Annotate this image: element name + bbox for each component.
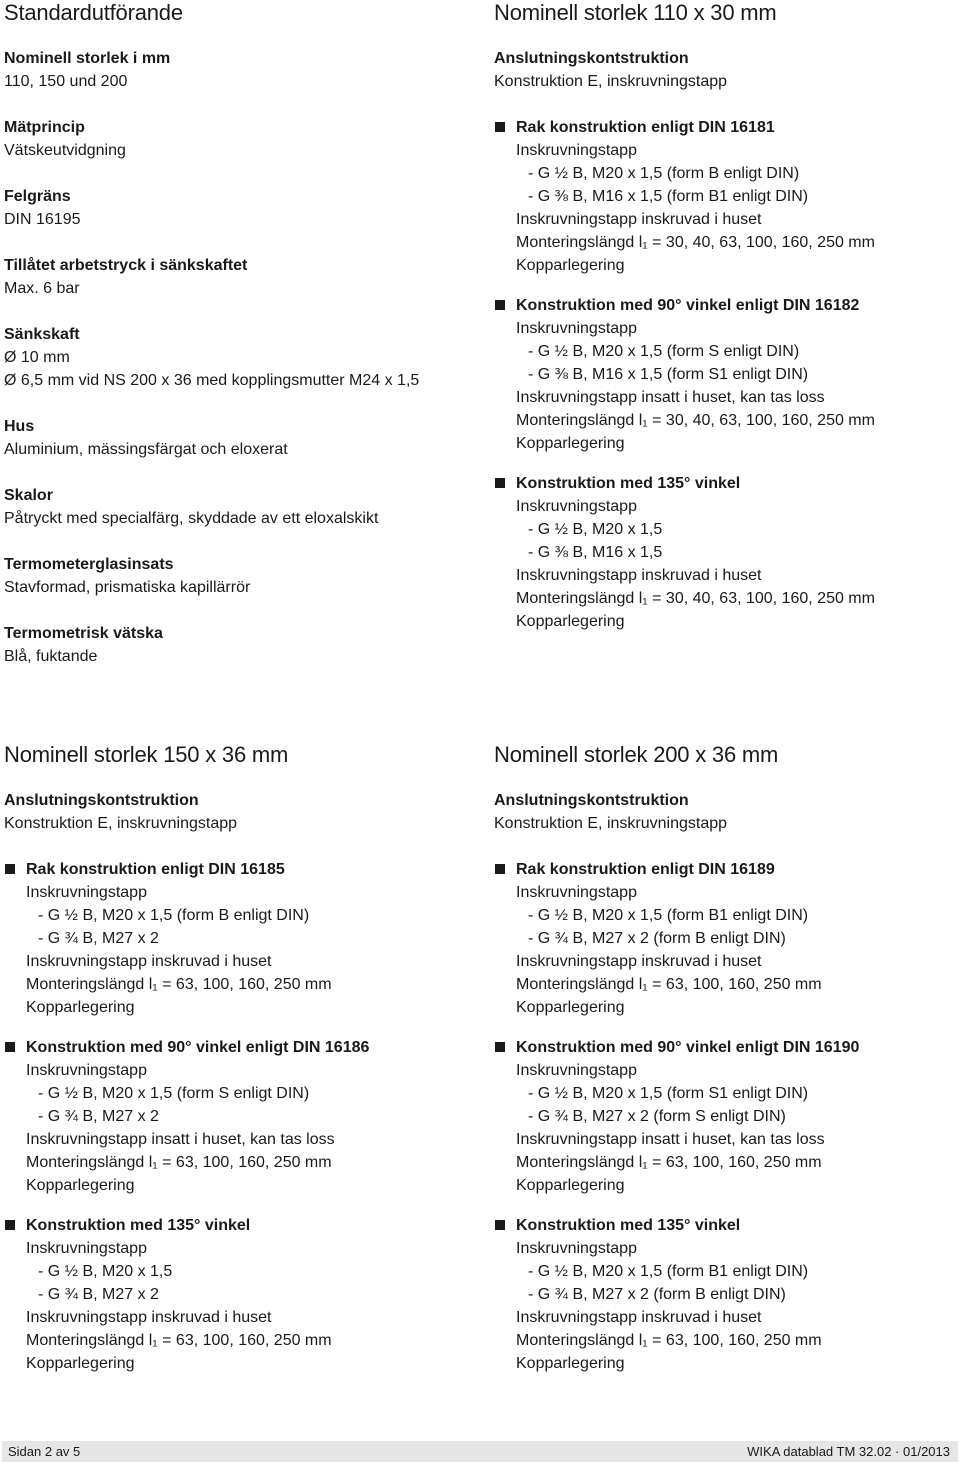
connection-item-line: - G ⅜ B, M16 x 1,5 (528, 544, 663, 561)
connection-item (4, 858, 464, 1019)
connection-item-line: - G ½ B, M20 x 1,5 (form B enligt DIN) (38, 907, 310, 924)
connection-item-line: Monteringslängd l₁ = 63, 100, 160, 250 mm (26, 1154, 332, 1171)
spec-block (4, 415, 464, 461)
connection-item-line: Inskruvningstapp (516, 884, 637, 901)
spec-block (4, 622, 464, 668)
ns110-conn-value: Konstruktion E, inskruvningstapp (494, 73, 728, 90)
bullet-square-icon (495, 1220, 505, 1230)
connection-item (4, 1036, 464, 1197)
connection-item-line: Monteringslängd l₁ = 63, 100, 160, 250 mm (516, 1332, 822, 1349)
connection-item-line: Inskruvningstapp inskruvad i huset (26, 953, 272, 970)
bullet-square-icon (495, 478, 505, 488)
connection-item-heading: Konstruktion med 90° vinkel enligt DIN 16186 (26, 1039, 370, 1056)
connection-item-line: Inskruvningstapp (26, 1062, 147, 1079)
ns200-column (494, 742, 954, 1375)
connection-item-line: - G ½ B, M20 x 1,5 (form B1 enligt DIN) (528, 1263, 809, 1280)
connection-item-line: Monteringslängd l₁ = 63, 100, 160, 250 mm (516, 976, 822, 993)
connection-item (4, 1214, 464, 1375)
spec-label: Termometrisk vätska (4, 625, 163, 642)
bullet-square-icon (495, 864, 505, 874)
connection-item (494, 116, 954, 277)
connection-item-line: - G ½ B, M20 x 1,5 (form S1 enligt DIN) (528, 1085, 809, 1102)
document-reference: WIKA datablad TM 32.02 · 01/2013 (747, 1444, 950, 1459)
spec-label: Skalor (4, 487, 53, 504)
bullet-square-icon (495, 1042, 505, 1052)
connection-item-line: - G ¾ B, M27 x 2 (form B enligt DIN) (528, 930, 786, 947)
spec-value: Max. 6 bar (4, 280, 80, 297)
connection-item-line: Inskruvningstapp (26, 884, 147, 901)
spec-block (4, 254, 464, 300)
connection-item-line: - G ¾ B, M27 x 2 (form B enligt DIN) (528, 1286, 786, 1303)
connection-item-line: Kopparlegering (516, 613, 625, 630)
connection-item (494, 472, 954, 633)
ns200-item-list (494, 858, 954, 1375)
spec-label: Tillåtet arbetstryck i sänkskaftet (4, 257, 248, 274)
connection-item-heading: Rak konstruktion enligt DIN 16185 (26, 861, 285, 878)
spec-label: Nominell storlek i mm (4, 50, 171, 67)
connection-item-line: Inskruvningstapp inskruvad i huset (516, 567, 762, 584)
bullet-square-icon (5, 864, 15, 874)
connection-item-line: Kopparlegering (26, 1177, 135, 1194)
spec-block (4, 323, 464, 392)
spec-value: Ø 6,5 mm vid NS 200 x 36 med kopplingsmutter M24 x 1,5 (4, 372, 420, 389)
connection-item-heading: Konstruktion med 135° vinkel (516, 475, 741, 492)
spec-value: Blå, fuktande (4, 648, 98, 665)
spec-label: Termometerglasinsats (4, 556, 174, 573)
ns150-column (4, 742, 464, 1375)
connection-item-line: - G ⅜ B, M16 x 1,5 (form S1 enligt DIN) (528, 366, 809, 383)
spec-value: Vätskeutvidgning (4, 142, 126, 159)
connection-item-line: - G ½ B, M20 x 1,5 (form S enligt DIN) (38, 1085, 310, 1102)
connection-item-line: - G ⅜ B, M16 x 1,5 (form B1 enligt DIN) (528, 188, 809, 205)
connection-item-line: Kopparlegering (26, 1355, 135, 1372)
connection-item-line: Inskruvningstapp insatt i huset, kan tas loss (26, 1131, 335, 1148)
spec-label: Mätprincip (4, 119, 85, 136)
connection-item-line: - G ¾ B, M27 x 2 (form S enligt DIN) (528, 1108, 786, 1125)
spec-value: Ø 10 mm (4, 349, 70, 366)
bullet-square-icon (495, 122, 505, 132)
connection-item-line: Kopparlegering (516, 1355, 625, 1372)
ns200-conn-label: Anslutningskontstruktion (494, 792, 689, 809)
connection-item-heading: Konstruktion med 135° vinkel (516, 1217, 741, 1234)
connection-item-line: Kopparlegering (516, 257, 625, 274)
connection-item (494, 294, 954, 455)
connection-item-line: Kopparlegering (516, 1177, 625, 1194)
connection-item (494, 1036, 954, 1197)
spec-label: Felgräns (4, 188, 71, 205)
standard-version-title: Standardutförande (4, 0, 183, 25)
connection-item-line: Monteringslängd l₁ = 63, 100, 160, 250 mm (26, 1332, 332, 1349)
connection-item-line: Kopparlegering (26, 999, 135, 1016)
spec-block (4, 185, 464, 231)
connection-item-line: Kopparlegering (516, 999, 625, 1016)
connection-item-line: Inskruvningstapp inskruvad i huset (516, 1309, 762, 1326)
ns150-conn-label: Anslutningskontstruktion (4, 792, 199, 809)
spec-block (4, 116, 464, 162)
connection-item-line: Inskruvningstapp inskruvad i huset (26, 1309, 272, 1326)
connection-item-line: Inskruvningstapp (516, 1062, 637, 1079)
connection-item-heading: Konstruktion med 135° vinkel (26, 1217, 251, 1234)
connection-item-line: - G ¾ B, M27 x 2 (38, 930, 159, 947)
connection-item-line: Inskruvningstapp (516, 1240, 637, 1257)
connection-item-line: Monteringslängd l₁ = 30, 40, 63, 100, 160, 250 mm (516, 234, 875, 251)
spec-list (4, 47, 464, 668)
connection-item-line: Monteringslängd l₁ = 63, 100, 160, 250 mm (516, 1154, 822, 1171)
connection-item-line: Monteringslängd l₁ = 30, 40, 63, 100, 160, 250 mm (516, 412, 875, 429)
connection-item-line: Inskruvningstapp inskruvad i huset (516, 211, 762, 228)
connection-item-line: Inskruvningstapp (516, 498, 637, 515)
connection-item-line: - G ½ B, M20 x 1,5 (form S enligt DIN) (528, 343, 800, 360)
connection-item-line: Inskruvningstapp (516, 142, 637, 159)
ns200-conn-value: Konstruktion E, inskruvningstapp (494, 815, 728, 832)
connection-item-line: Monteringslängd l₁ = 63, 100, 160, 250 mm (26, 976, 332, 993)
connection-item-heading: Rak konstruktion enligt DIN 16181 (516, 119, 775, 136)
spec-value: Stavformad, prismatiska kapillärrör (4, 579, 251, 596)
connection-item-line: - G ½ B, M20 x 1,5 (form B enligt DIN) (528, 165, 800, 182)
connection-item-line: Kopparlegering (516, 435, 625, 452)
bullet-square-icon (5, 1220, 15, 1230)
spec-block (4, 47, 464, 93)
spec-value: Påtryckt med specialfärg, skyddade av ett eloxalskikt (4, 510, 379, 527)
ns150-conn-value: Konstruktion E, inskruvningstapp (4, 815, 238, 832)
spec-label: Sänkskaft (4, 326, 80, 343)
spec-value: Aluminium, mässingsfärgat och eloxerat (4, 441, 288, 458)
page-footer (2, 1441, 958, 1462)
ns110-title: Nominell storlek 110 x 30 mm (494, 0, 777, 25)
ns150-item-list (4, 858, 464, 1375)
connection-item-line: Inskruvningstapp inskruvad i huset (516, 953, 762, 970)
connection-item (494, 858, 954, 1019)
connection-item-line: Inskruvningstapp insatt i huset, kan tas loss (516, 1131, 825, 1148)
connection-item-line: - G ½ B, M20 x 1,5 (38, 1263, 173, 1280)
connection-item-line: Inskruvningstapp (26, 1240, 147, 1257)
connection-item-heading: Konstruktion med 90° vinkel enligt DIN 16190 (516, 1039, 860, 1056)
connection-item-line: - G ½ B, M20 x 1,5 (form B1 enligt DIN) (528, 907, 809, 924)
bullet-square-icon (5, 1042, 15, 1052)
connection-item-line: - G ½ B, M20 x 1,5 (528, 521, 663, 538)
ns110-column (494, 0, 954, 633)
connection-item-line: Inskruvningstapp insatt i huset, kan tas loss (516, 389, 825, 406)
connection-item-line: Inskruvningstapp (516, 320, 637, 337)
connection-item (494, 1214, 954, 1375)
spec-block (4, 484, 464, 530)
spec-value: DIN 16195 (4, 211, 81, 228)
spec-block (4, 553, 464, 599)
ns200-title: Nominell storlek 200 x 36 mm (494, 742, 779, 767)
connection-item-line: - G ¾ B, M27 x 2 (38, 1286, 159, 1303)
standard-version-column (4, 0, 464, 668)
connection-item-line: Monteringslängd l₁ = 30, 40, 63, 100, 160, 250 mm (516, 590, 875, 607)
page-number: Sidan 2 av 5 (8, 1444, 81, 1459)
bullet-square-icon (495, 300, 505, 310)
spec-label: Hus (4, 418, 35, 435)
connection-item-heading: Rak konstruktion enligt DIN 16189 (516, 861, 775, 878)
connection-item-heading: Konstruktion med 90° vinkel enligt DIN 16182 (516, 297, 860, 314)
ns110-item-list (494, 116, 954, 633)
connection-item-line: - G ¾ B, M27 x 2 (38, 1108, 159, 1125)
ns110-conn-label: Anslutningskontstruktion (494, 50, 689, 67)
ns150-title: Nominell storlek 150 x 36 mm (4, 742, 289, 767)
spec-value: 110, 150 und 200 (4, 73, 128, 90)
